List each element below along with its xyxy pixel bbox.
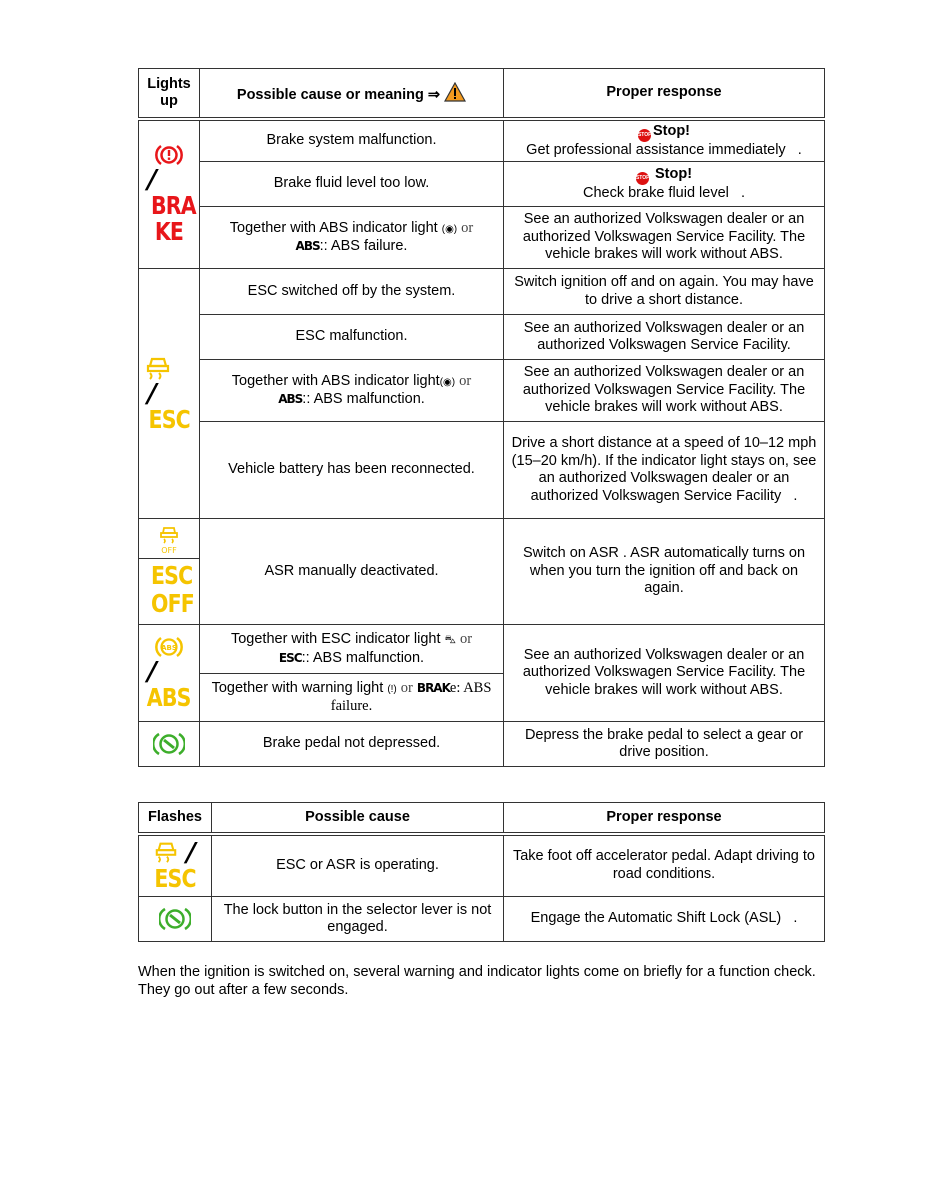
esc-flash-icon-cell xyxy=(139,834,212,897)
esc-text-icon: ESC xyxy=(148,404,190,434)
t2-r2-response: Engage the Automatic Shift Lock (ASL) xyxy=(530,910,782,927)
r6-cause-a: Together with ABS indicator light xyxy=(231,372,440,389)
r2-cause: Brake fluid level too low. xyxy=(200,162,504,207)
r6-or: or xyxy=(459,372,472,389)
r4-cause: ESC switched off by the system. xyxy=(200,269,504,315)
abs-text-icon: ABS xyxy=(147,683,191,712)
r8-response: Switch on ASR . ASR automatically turns on when you turn the ignition off and back on again. xyxy=(504,519,825,625)
stop-icon: STOP xyxy=(638,129,651,142)
header-proper-response: Proper response xyxy=(504,69,825,119)
t2-r2-response-cell: Engage the Automatic Shift Lock (ASL) . xyxy=(504,897,825,942)
footer-paragraph: When the ignition is switched on, several warning and indicator lights come on briefly for a function check. They go out after a few seconds. xyxy=(138,964,816,998)
esc-off-text-icon: ESC OFF xyxy=(150,561,194,618)
r11-response: Depress the brake pedal to select a gear or drive position. xyxy=(504,722,825,767)
r8-cause: ASR manually deactivated. xyxy=(200,519,504,625)
r6-cause-b: : ABS malfunction. xyxy=(306,391,425,407)
abs-icon-cell xyxy=(139,625,200,722)
slash-separator: / xyxy=(143,657,160,687)
header-lights-up: Lights up xyxy=(139,69,200,119)
r3-cause-b: : ABS failure. xyxy=(323,238,408,254)
r11-cause: Brake pedal not depressed. xyxy=(200,722,504,767)
warning-lights-table xyxy=(138,68,825,767)
abs-text-icon: ABS xyxy=(295,239,320,253)
shift-lock-icon-cell xyxy=(139,897,212,942)
r6-response: See an authorized Volkswagen dealer or an authorized Volkswagen Service Facility. The vehicle brakes will work without ABS. xyxy=(504,360,825,422)
r7-response: Drive a short distance at a speed of 10–12 mph (15–20 km/h). If the indicator light stays on, see an authorized Volkswagen dealer or an authorized Volkswagen Service Facility xyxy=(511,435,817,504)
r1-stop: Stop! xyxy=(652,122,691,139)
warning-triangle-icon xyxy=(444,82,466,102)
abs-small-label: ABS xyxy=(161,644,177,652)
r9-response: See an authorized Volkswagen dealer or an authorized Volkswagen Service Facility. The vehicle brakes will work without ABS. xyxy=(504,625,825,722)
brake-text-icon: BRA KE xyxy=(150,191,196,247)
esc-text-icon: ESC xyxy=(278,650,302,665)
header-flashes: Flashes xyxy=(139,803,212,834)
header-possible-cause xyxy=(200,69,504,119)
brake-text-small-icon: BRAK xyxy=(416,680,450,695)
r2-stop: Stop! xyxy=(654,165,693,182)
abs-small-icon: (◉) xyxy=(441,223,458,235)
r10-or: or xyxy=(400,679,413,696)
r2-response-cell: STOP Stop! Check brake fluid level . xyxy=(504,162,825,207)
stop-icon: STOP xyxy=(636,172,649,185)
r10-cause-a: Together with warning light xyxy=(211,679,384,696)
t2-r2-cause: The lock button in the selector lever is not engaged. xyxy=(212,897,504,942)
brake-icon-cell xyxy=(139,119,200,269)
esc-car-skid-icon xyxy=(145,355,171,381)
r10-cause-b: e: ABS failure. xyxy=(330,679,492,714)
r3-response: See an authorized Volkswagen dealer or an authorized Volkswagen Service Facility. The vehicle brakes will work without ABS. xyxy=(504,207,825,269)
esc-small-icon: ⛍ xyxy=(444,634,456,646)
r3-cause-a: Together with ABS indicator light xyxy=(229,219,438,236)
header-possible-cause: Possible cause xyxy=(212,803,504,834)
foot-on-brake-icon xyxy=(153,730,185,758)
abs-text-icon: ABS xyxy=(278,392,303,406)
esc-car-skid-icon xyxy=(154,840,178,864)
r6-cause-cell: Together with ABS indicator light(◉) or ABS:: ABS malfunction. xyxy=(200,360,504,422)
slash-separator: / xyxy=(183,837,199,868)
esc-off-icon-cell xyxy=(139,519,200,625)
esc-icon-cell xyxy=(139,269,200,519)
foot-on-brake-icon xyxy=(159,905,191,933)
esc-off-icon xyxy=(156,525,182,555)
r3-cause-cell: Together with ABS indicator light (◉) or ABS:: ABS failure. xyxy=(200,207,504,269)
r7-cause: Vehicle battery has been reconnected. xyxy=(200,422,504,519)
r1-response: Get professional assistance immediately xyxy=(526,141,786,158)
r10-cause-cell xyxy=(200,674,504,722)
r9-cause-b: : ABS malfunction. xyxy=(305,649,425,666)
brake-warning-icon xyxy=(154,143,184,167)
esc-text-icon: ESC xyxy=(154,863,196,893)
slash-separator: / xyxy=(143,378,160,409)
header-proper-response: Proper response xyxy=(504,803,825,834)
t2-r1-cause: ESC or ASR is operating. xyxy=(212,834,504,897)
abs-warning-icon xyxy=(154,635,184,659)
flashing-lights-table xyxy=(138,802,825,942)
r5-response: See an authorized Volkswagen dealer or an authorized Volkswagen Service Facility. xyxy=(504,315,825,360)
r9-or: or xyxy=(459,631,473,647)
r2-response: Check brake fluid level xyxy=(582,184,729,201)
r1-response-cell: STOPStop! Get professional assistance immediately . xyxy=(504,119,825,162)
t2-r1-response: Take foot off accelerator pedal. Adapt driving to road conditions. xyxy=(504,834,825,897)
abs-small-icon: (◉) xyxy=(439,376,456,388)
r7-response-cell: Drive a short distance at a speed of 10–12 mph (15–20 km/h). If the indicator light stays on, see an authorized Volkswagen dealer or an authorized Volkswagen Service Facility . xyxy=(504,422,825,519)
r9-cause-a: Together with ESC indicator light xyxy=(230,631,441,647)
esc-off-small-label: OFF xyxy=(161,546,177,555)
brake-pedal-icon-cell xyxy=(139,722,200,767)
r9-cause-cell: Together with ESC indicator light ⛍ or ESC:: ABS malfunction. xyxy=(200,625,504,674)
r5-cause: ESC malfunction. xyxy=(200,315,504,360)
brake-small-icon: (!) xyxy=(387,683,397,695)
r3-or: or xyxy=(461,219,474,236)
slash-separator: / xyxy=(143,165,160,196)
r1-cause: Brake system malfunction. xyxy=(200,119,504,162)
header-possible-cause-label: Possible cause or meaning ⇒ xyxy=(236,86,441,103)
r4-response: Switch ignition off and on again. You may have to drive a short distance. xyxy=(504,269,825,315)
